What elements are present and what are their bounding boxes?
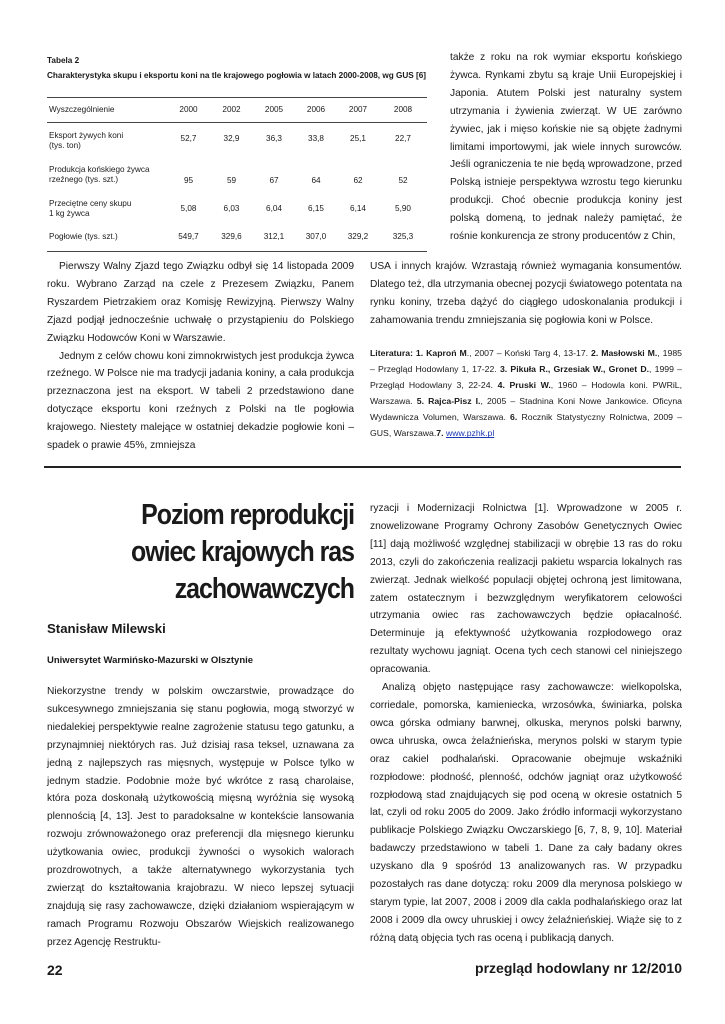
table-cell: 325,3 bbox=[379, 223, 427, 252]
table-cell: 22,7 bbox=[395, 133, 411, 143]
pzhk-link[interactable]: www.pzhk.pl bbox=[445, 428, 495, 439]
table-cell: 6,15 bbox=[308, 203, 324, 213]
author-affiliation: Uniwersytet Warmińsko-Mazurski w Olsztynie bbox=[47, 655, 254, 666]
table-cell: 95 bbox=[183, 175, 194, 185]
page-number: 22 bbox=[47, 962, 63, 978]
article1-right-column: USA i innych krajów. Wzrastają również wymagania konsumentów. Dlatego też, dla utrzymania obecnej pozycji światowego potentata na rynku koniny, trzeba dążyć do ciągłego udoskonalania produkcji i zahamowania trendu zmniejszania się pogłowia koni w Polsce. bbox=[370, 261, 682, 326]
table-cell: 6,03 bbox=[223, 203, 240, 213]
table-cell: 25,1 bbox=[350, 133, 366, 143]
table-cell: 307,0 bbox=[295, 223, 337, 252]
paragraph: Analizą objęto następujące rasy zachowawcze: wielkopolska, corriedale, pomorska, kamieniecka, wrzosówka, świniarka, polska owca górska odmiany barwnej, olkuska, merynos polski barwny, owca uhruska, owca żelaźnieńska, merynos polski w starym typie oraz cakiel podhalański. Opracowanie obejmuje wskaźniki rozpłodowe: płodność, plenność, odchów jagniąt oraz użytkowość rozpłodową stad znajdujących się pod oceną w okresie ostatnich 5 lat, czyli od roku 2005 do 2009. Jako źródło informacji wykorzystano publikacje Polskiego Związku Owczarskiego [6, 7, 8, 9, 10]. Materiał badawczy przedstawiono w tabeli 1. Dane za cały badany okres uzyskano dla 9 spośród 13 analizowanych ras. W przypadku pozostałych ras dane dotyczą: roku 2009 dla merynosa polskiego w starym typie, lat 2007, 2008 i 2009 dla cakla podhalańskiego oraz lat 2008 i 2009 dla owcy uhruskiej i owcy żelaźnieńskiej. Wiąże się to z różną datą objęcia tych ras oceną i publikacją danych. bbox=[370, 682, 682, 944]
table-label: Tabela 2 bbox=[47, 56, 80, 65]
article2-right-column bbox=[370, 500, 682, 948]
table-cell: 52,7 bbox=[180, 133, 197, 143]
table-header-cell: Wyszczególnienie bbox=[47, 98, 167, 123]
table-header-cell: 2006 bbox=[295, 98, 337, 123]
table-cell: 6,04 bbox=[266, 203, 282, 213]
table-cell: 549,7 bbox=[167, 223, 210, 252]
paragraph: Pierwszy Walny Zjazd tego Związku odbył się 14 listopada 2009 roku. Wybrano Zarząd na czele z Prezesem Związku, Panem Ryszardem Pietrzakiem oraz Komisję Rewizyjną. Pierwszy Walny Zjazd podjął jednocześnie uchwałę o przystąpieniu do Polskiego Związku Hodowców Koni w Warszawie. bbox=[47, 261, 354, 344]
paragraph: Jednym z celów chowu koni zimnokrwistych jest produkcja żywca rzeźnego. W Polsce nie ma tradycji jadania koniny, a cała produkcja przeznaczona jest na eksport. W tabeli 2 przedstawiono dane dotyczące eksportu koni rzeźnych z Polski na tle pogłowia krajowego. Niestety malejące w ostatniej dekadzie pogłowie koni – spadek o prawie 45%, zmniejsza bbox=[47, 350, 354, 452]
journal-footer: przegląd hodowlany nr 12/2010 bbox=[475, 960, 682, 976]
table-cell: 33,8 bbox=[308, 133, 324, 143]
table-header-cell: 2008 bbox=[379, 98, 427, 123]
table-cell: 32,9 bbox=[223, 133, 240, 143]
article1-left-column bbox=[47, 258, 354, 455]
article2-title bbox=[60, 497, 354, 608]
article2-left-column: Niekorzystne trendy w polskim owczarstwie, prowadzące do sukcesywnego zmniejszania się stanu pogłowia, mogą stworzyć w niedalekiej perspektywie realne zagrożenie statusu tego gatunku, a przynajmniej niektórych ras. Już dzisiaj rasa teksel, uznawana za jedną z najlepszych ras mięsnych, występuje w Polsce tylko w jednym stadzie. Podobnie może być wkrótce z rasą charolaise, która poza doskonałą użytkowością mięsną wyróżnia się wysoką plennością [4, 13]. Jest to paradoksalne w kontekście lansowania rozwoju zrównoważonego oraz preferencji dla mięsnego kierunku użytkowania owiec, produkcji żywności o wysokich walorach prozdrowotnych, a także alternatywnego wykorzystania tych zwierząt do kształtowania krajobrazu. W nieco lepszej sytuacji znajdują się rasy zachowawcze, dzięki działaniom wspierającym w ramach Programu Rozwoju Obszarów Wiejskich realizowanego przez Agencję Restruktu- bbox=[47, 686, 354, 948]
table-cell: 6,14 bbox=[350, 203, 366, 213]
table-header-cell: 2000 bbox=[167, 98, 210, 123]
table-cell: 5,90 bbox=[395, 203, 411, 213]
title-line: owiec krajowych ras bbox=[131, 536, 354, 568]
table-cell: 36,3 bbox=[266, 133, 282, 143]
table-header-cell: 2005 bbox=[253, 98, 295, 123]
table-header-cell: 2007 bbox=[337, 98, 379, 123]
table-caption: Charakterystyka skupu i eksportu koni na tle krajowego pogłowia w latach 2000-2008, wg GUS [6] bbox=[47, 71, 427, 80]
data-table bbox=[47, 97, 427, 252]
table-cell: 329,6 bbox=[210, 223, 253, 252]
table-header-cell: 2002 bbox=[210, 98, 253, 123]
row-label: Przeciętne ceny skupu 1 kg żywca bbox=[49, 198, 132, 218]
row-label: Produkcja końskiego żywca rzeźnego (tys. szt.) bbox=[49, 164, 150, 184]
literature-label: Literatura: bbox=[370, 348, 413, 358]
article-separator bbox=[44, 466, 681, 468]
table-header-row bbox=[47, 98, 427, 123]
table-cell: 312,1 bbox=[253, 223, 295, 252]
table-cell: 64 bbox=[311, 175, 321, 185]
table-cell: 67 bbox=[269, 175, 279, 185]
title-line: Poziom reprodukcji bbox=[141, 499, 354, 531]
table-cell: 62 bbox=[353, 175, 363, 185]
table-cell: 5,08 bbox=[180, 203, 197, 213]
row-label: Pogłowie (tys. szt.) bbox=[47, 223, 167, 252]
table-row bbox=[47, 195, 427, 223]
table-row bbox=[47, 223, 427, 252]
title-line: zachowawczych bbox=[174, 573, 354, 605]
table-row bbox=[47, 155, 427, 195]
author-name: Stanisław Milewski bbox=[47, 621, 166, 636]
table-cell: 59 bbox=[226, 175, 237, 185]
article1-right-top: także z roku na rok wymiar eksportu końskiego żywca. Rynkami zbytu są kraje Unii Europejskiej i Japonia. Atutem Polski jest naturalny system utrzymania i żywienia zwierząt. W UE zarówno żywiec, jak i mięso końskie nie są objęte żadnymi limitami importowymi, jak wiele innych surowców. Jeśli ograniczenia te nie będą wprowadzone, przed Polską istnieje perspektywa wzrostu tego kierunku produkcji. Choć obecnie produkcja koniny jest polską domeną, to jednak należy pamiętać, że rośnie konkurencja ze strony producentów z Chin, bbox=[450, 52, 682, 243]
row-label: Eksport żywych koni (tys. ton) bbox=[49, 130, 124, 150]
table-cell: 52 bbox=[398, 175, 408, 185]
table-cell: 329,2 bbox=[337, 223, 379, 252]
table-row bbox=[47, 123, 427, 156]
paragraph: ryzacji i Modernizacji Rolnictwa [1]. Wprowadzone w 2005 r. znowelizowane Programy Ochrony Zasobów Genetycznych Owiec [11] dają możliwość względnej stabilizacji w obrębie 13 ras do roku 2013, czyli do zakończenia realizacji pakietu wsparcia lokalnych ras zwierząt. Jednak wielkość populacji objętej ochroną jest limitowana, zatem ostatecznym i bezwzględnym weryfikatorem celowości utrzymania owiec ras zachowawczych będzie opłacalność. Determinuje ją efektywność użytkowania rozpłodowego oraz rezultaty wychowu jagniąt. Ocena tych cech stanowi cel niniejszego opracowania. bbox=[370, 503, 682, 676]
literature-list: Literatura: 1. Kaproń M., 2007 – Koński Targ 4, 13-17. 2. Masłowski M., 1985 – Przegląd Hodowlany 1, 17-22. 3. Pikuła R., Grzesiak W., Gronet D., 1999 – Przegląd Hodowlany 3, 22-24. 4. Pruski W., 1960 – Hodowla koni. PWRiL, Warszawa. 5. Rajca-Pisz I., 2005 – Stadnina Koni Nowe Jankowice. Oficyna Wydawnicza Volumen, Warszawa. 6. Rocznik Statystyczny Rolnictwa, 2009 – GUS, Warszawa.7. www.pzhk.pl bbox=[370, 348, 683, 439]
